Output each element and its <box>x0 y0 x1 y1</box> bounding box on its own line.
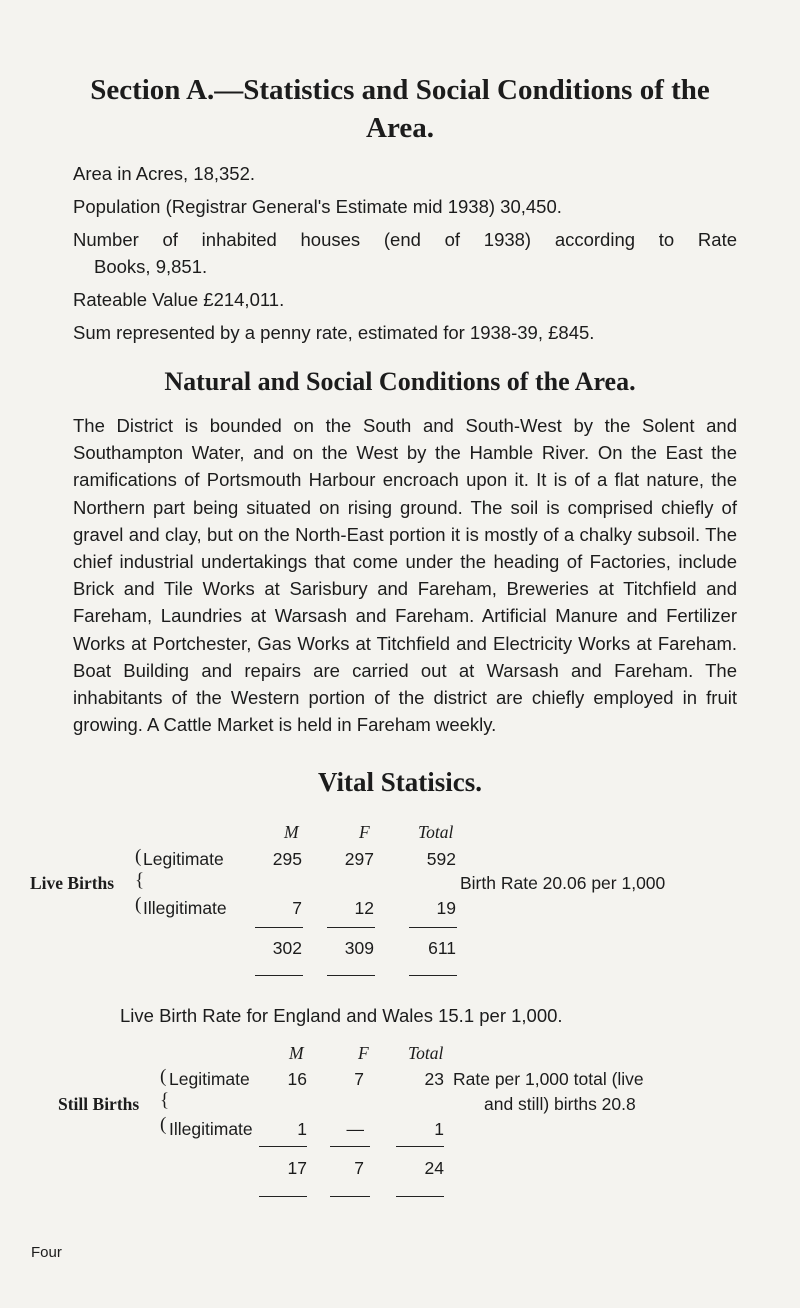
fact-houses-continued: Books, 9,851. <box>94 256 208 277</box>
live-birth-rate-note: Birth Rate 20.06 per 1,000 <box>460 873 666 893</box>
still-rate-note-line1: Rate per 1,000 total (live <box>453 1069 644 1089</box>
fact-population: Population (Registrar General's Estimate mid 1938) 30,450. <box>73 196 562 217</box>
live-rule-total-top <box>409 927 457 928</box>
live-legitimate-total: 592 <box>426 849 456 869</box>
live-rule-f-top <box>327 927 375 928</box>
still-legitimate-m: 16 <box>287 1069 307 1089</box>
still-rule-m-bottom <box>259 1196 307 1197</box>
still-col-total-header: Total <box>408 1043 444 1063</box>
live-rule-total-bottom <box>409 975 457 976</box>
live-brace-top: ( <box>135 846 142 867</box>
still-illegitimate-m: 1 <box>297 1119 307 1139</box>
still-brace-bottom: ( <box>160 1114 167 1135</box>
live-brace-mid: { <box>135 870 145 891</box>
live-legitimate-m: 295 <box>272 849 302 869</box>
still-legitimate-label: Legitimate <box>169 1069 250 1089</box>
live-illegitimate-m: 7 <box>292 898 302 918</box>
still-illegitimate-f: — <box>346 1119 364 1139</box>
still-brace-top: ( <box>160 1066 167 1087</box>
still-rate-note-line2: and still) births 20.8 <box>484 1094 636 1114</box>
england-wales-birth-rate: Live Birth Rate for England and Wales 15.1 per 1,000. <box>120 1005 563 1026</box>
natural-conditions-body: The District is bounded on the South and South-West by the Solent and Southampton Water, and on the West by the Hamble River. On the East the ramifications of Portsmouth Harbour encroach upon it. It is of a flat nature, the Northern part being situated on rising ground. The soil is comprised chiefly of gravel and clay, but on the North-East portion it is mostly of a chalky subsoil. The chief industrial undertakings that come under the heading of Factories, include Brick and Tile Works at Sarisbury and Fareham, Breweries at Titchfield and Fareham, Laundries at Warsash and Fareham. Artificial Manure and Fertilizer Works at Portchester, Gas Works at Titchfield and Electricity Works at Fareham. Boat Building and repairs are carried out at Warsash and Fareham. The inhabitants of the Western portion of the district are chiefly employed in fruit growing. A Cattle Market is held in Fareham weekly. <box>73 415 737 736</box>
fact-penny-rate: Sum represented by a penny rate, estimated for 1938-39, £845. <box>73 322 595 343</box>
still-total-m: 17 <box>287 1158 307 1178</box>
fact-rateable-value: Rateable Value £214,011. <box>73 289 285 310</box>
fact-houses: Number of inhabited houses (end of 1938) according to Rate <box>73 229 737 250</box>
live-births-label: Live Births <box>30 873 115 893</box>
live-illegitimate-total: 19 <box>436 898 456 918</box>
live-illegitimate-label: Illegitimate <box>143 898 227 918</box>
still-rule-total-bottom <box>396 1196 444 1197</box>
live-col-f-header: F <box>359 822 370 842</box>
still-total-f: 7 <box>354 1158 364 1178</box>
section-title-continued: Area. <box>366 112 434 144</box>
live-rule-f-bottom <box>327 975 375 976</box>
live-rule-m-top <box>255 927 303 928</box>
still-legitimate-total: 23 <box>424 1069 444 1089</box>
live-col-m-header: M <box>284 822 299 842</box>
live-illegitimate-f: 12 <box>354 898 374 918</box>
still-rule-f-top <box>330 1146 370 1147</box>
live-col-total-header: Total <box>418 822 454 842</box>
still-rule-f-bottom <box>330 1196 370 1197</box>
still-births-label: Still Births <box>58 1094 140 1114</box>
vital-statistics-title: Vital Statisics. <box>318 767 482 797</box>
still-col-f-header: F <box>358 1043 369 1063</box>
live-total-f: 309 <box>344 938 374 958</box>
still-illegitimate-label: Illegitimate <box>169 1119 253 1139</box>
live-total-m: 302 <box>272 938 302 958</box>
live-brace-bottom: ( <box>135 894 142 915</box>
still-illegitimate-total: 1 <box>434 1119 444 1139</box>
live-rule-m-bottom <box>255 975 303 976</box>
still-col-m-header: M <box>289 1043 304 1063</box>
still-rule-total-top <box>396 1146 444 1147</box>
page-number: Four <box>31 1244 62 1261</box>
still-legitimate-f: 7 <box>354 1069 364 1089</box>
section-title: Section A.—Statistics and Social Conditions of the <box>90 74 710 106</box>
still-brace-mid: { <box>160 1090 170 1111</box>
live-legitimate-label: Legitimate <box>143 849 224 869</box>
still-total-total: 24 <box>424 1158 444 1178</box>
live-legitimate-f: 297 <box>344 849 374 869</box>
live-total-total: 611 <box>428 938 456 958</box>
fact-area: Area in Acres, 18,352. <box>73 163 256 184</box>
natural-conditions-title: Natural and Social Conditions of the Area. <box>164 367 636 396</box>
still-rule-m-top <box>259 1146 307 1147</box>
